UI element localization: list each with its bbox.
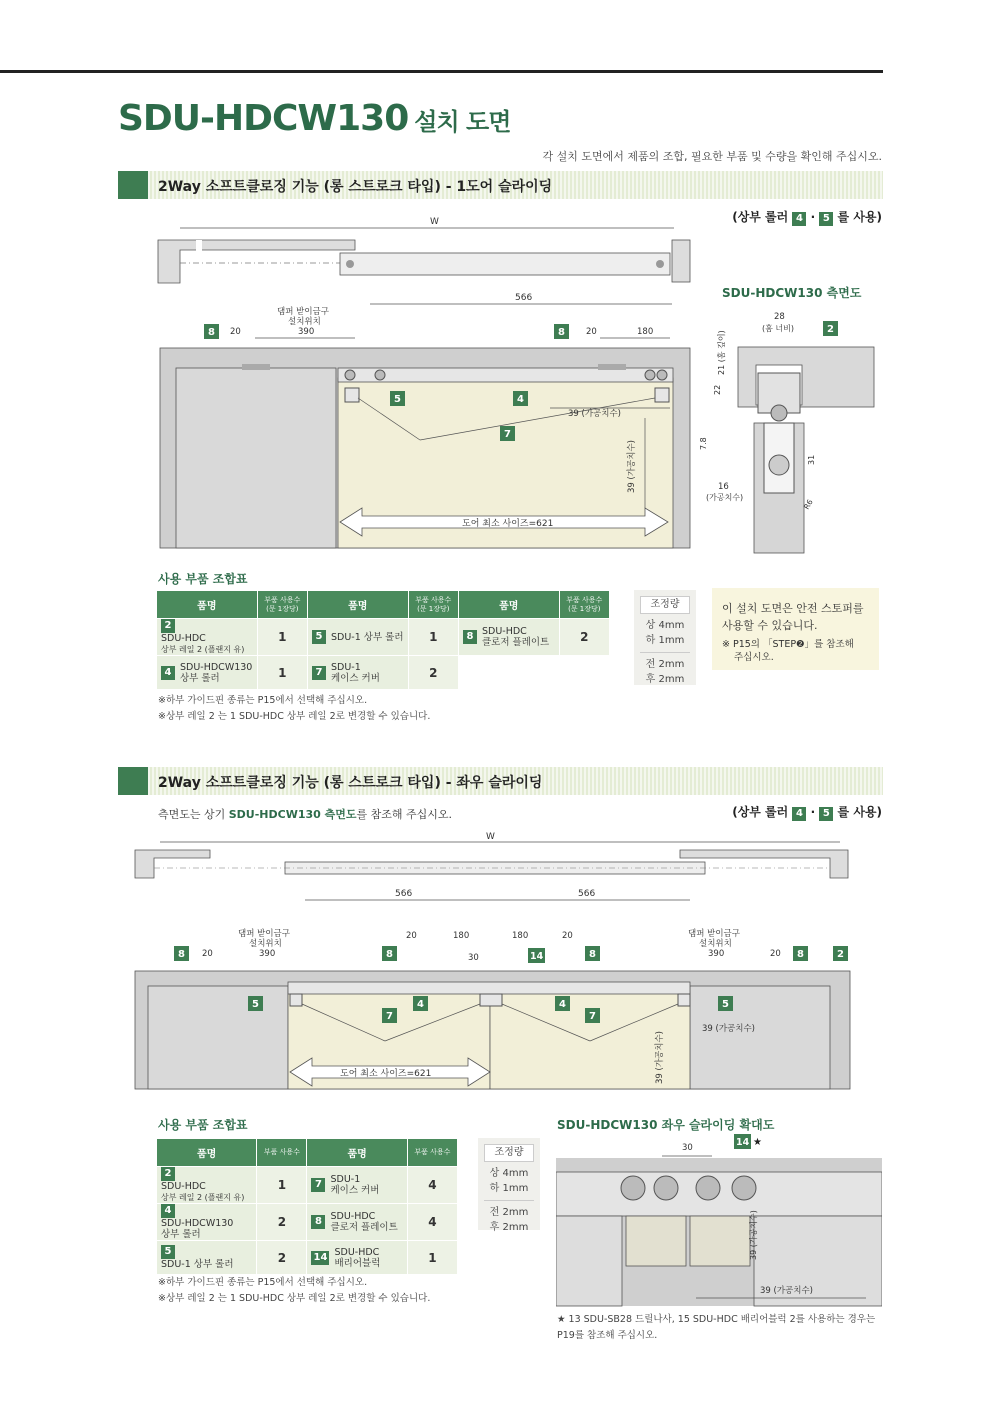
svg-text:8: 8	[589, 949, 596, 960]
section-marker-icon	[118, 171, 148, 199]
callout-14	[528, 948, 545, 963]
callout-8a	[174, 946, 189, 961]
svg-text:4: 4	[417, 999, 424, 1010]
callout-4b	[555, 996, 570, 1011]
svg-text:39 (가공치수): 39 (가공치수)	[655, 1031, 665, 1084]
callout-5a	[248, 996, 263, 1011]
svg-text:8: 8	[386, 949, 393, 960]
table-row: 2SDU-HDC 상부 레일 2 (플랜지 유) 1 5 SDU-1 상부 롤러 1 8 SDU-HDC 클로저 플레이트 2	[157, 619, 610, 656]
section1-adjust-box: 조정량 상 4mm 하 1mm 전 2mm 후 2mm	[634, 590, 696, 685]
table-row: 5SDU-1 상부 롤러 2 14 SDU-HDC 배리어블럭 1	[157, 1241, 458, 1275]
section1-notes: ※하부 가이드핀 종류는 P15에서 선택해 주십시오. ※상부 레일 2 는 1 SDU-HDC 상부 레일 2로 변경할 수 있습니다.	[158, 695, 431, 722]
svg-text:도어 최소 사이즈=621: 도어 최소 사이즈=621	[462, 519, 554, 529]
svg-text:390: 390	[259, 949, 276, 959]
top-rule	[0, 70, 883, 73]
svg-text:댐퍼 받이금구: 댐퍼 받이금구	[277, 307, 329, 317]
svg-text:39 (가공치수): 39 (가공치수)	[760, 1286, 813, 1296]
svg-text:21 (홈 깊이): 21 (홈 깊이)	[717, 330, 726, 375]
svg-text:7: 7	[386, 1011, 393, 1022]
svg-text:30: 30	[468, 953, 479, 963]
callout-4a	[413, 996, 428, 1011]
side-view-drawing	[696, 305, 881, 555]
section1-parts-table: 품명 부품 사용수 (문 1장당) 품명 부품 사용수 (문 1장당) 품명 부품 사용수 (문 1장당) 2SDU-HDC 상부 레일 2 (플랜지 유) 1 5 SDU-1 상부 롤러 1 8 SDU-HDC 클로저 플레이트 2 4 SDU-HDCW130 상부 롤러 1 7 SDU-1 케이스 커버 2	[156, 590, 610, 690]
svg-text:180: 180	[512, 931, 529, 941]
svg-text:(가공치수): (가공치수)	[706, 493, 744, 502]
section2-roller-note: (상부 롤러 4 · 5 를 사용)	[732, 805, 882, 819]
section2-adjust-box: 조정량 상 4mm 하 1mm 전 2mm 후 2mm	[478, 1138, 540, 1230]
svg-text:R6: R6	[801, 497, 815, 511]
svg-text:31: 31	[807, 454, 816, 465]
svg-text:20: 20	[586, 327, 597, 337]
svg-text:390: 390	[708, 949, 725, 959]
svg-text:설치위치: 설치위치	[249, 939, 282, 949]
section2-parts-heading: 사용 부품 조합표	[158, 1118, 248, 1132]
svg-text:28: 28	[774, 312, 785, 322]
enlarge-title: SDU-HDCW130 좌우 슬라이딩 확대도	[557, 1118, 775, 1132]
section2-notes: ※하부 가이드핀 종류는 P15에서 선택해 주십시오. ※상부 레일 2 는 1 SDU-HDC 상부 레일 2로 변경할 수 있습니다.	[158, 1277, 431, 1304]
svg-text:22: 22	[713, 384, 722, 395]
svg-text:8: 8	[178, 949, 185, 960]
section1-parts-heading: 사용 부품 조합표	[158, 572, 248, 586]
svg-text:7: 7	[504, 429, 511, 440]
svg-text:39 (가공치수): 39 (가공치수)	[568, 409, 621, 419]
section2-title: 2Way 소프트클로징 기능 (롱 스트로크 타입) - 좌우 슬라이딩	[158, 775, 543, 791]
svg-text:180: 180	[637, 327, 654, 337]
svg-text:7.8: 7.8	[699, 437, 708, 450]
callout-8b	[382, 946, 397, 961]
svg-text:20: 20	[406, 931, 417, 941]
svg-text:도어 최소 사이즈=621: 도어 최소 사이즈=621	[340, 1069, 432, 1079]
section2-parts-table: 품명 부품 사용수 품명 부품 사용수 2SDU-HDC 상부 레일 2 (플랜지 유) 1 7 SDU-1 케이스 커버 4 4SDU-HDCW130 상부 롤러 2 8 SDU-HDC 클로저 플레이트 4 5SDU-1 상부 롤러 2 14 SDU-HDC 배리어블럭 1	[156, 1138, 458, 1275]
callout-4	[513, 391, 528, 406]
page-title: SDU-HDCW130 설치 도면	[118, 98, 511, 139]
svg-text:16: 16	[718, 482, 729, 492]
svg-text:14: 14	[736, 1137, 750, 1148]
svg-text:댐퍼 받이금구: 댐퍼 받이금구	[238, 929, 290, 939]
svg-text:4: 4	[517, 394, 524, 405]
enlarge-footnote: ★ 13 SDU-SB28 드릴나사, 15 SDU-HDC 배리어블럭 2를 사용하는 경우는 P19를 참조해 주십시오.	[557, 1314, 876, 1341]
enlarged-drawing	[556, 1132, 882, 1307]
svg-text:20: 20	[230, 327, 241, 337]
callout-7	[500, 426, 515, 441]
svg-text:39 (가공치수): 39 (가공치수)	[627, 440, 637, 493]
svg-text:댐퍼 받이금구: 댐퍼 받이금구	[688, 929, 740, 939]
svg-text:W: W	[486, 832, 495, 842]
svg-text:8: 8	[208, 327, 215, 338]
svg-text:7: 7	[589, 1011, 596, 1022]
svg-text:39 (가공치수): 39 (가공치수)	[702, 1024, 755, 1034]
svg-text:390: 390	[298, 327, 315, 337]
svg-text:39 (가공치수): 39 (가공치수)	[749, 1210, 758, 1260]
table-row: 4SDU-HDCW130 상부 롤러 2 8 SDU-HDC 클로저 플레이트 4	[157, 1204, 458, 1241]
callout-5b	[718, 996, 733, 1011]
side-view-title: SDU-HDCW130 측면도	[722, 286, 862, 300]
callout-5	[390, 391, 405, 406]
section2-header	[118, 767, 883, 795]
svg-text:설치위치: 설치위치	[699, 939, 732, 949]
svg-text:14: 14	[530, 951, 544, 962]
section2-front-drawing	[130, 826, 855, 1091]
table-row: 2SDU-HDC 상부 레일 2 (플랜지 유) 1 7 SDU-1 케이스 커버 4	[157, 1167, 458, 1204]
callout-2	[823, 321, 838, 336]
svg-text:20: 20	[562, 931, 573, 941]
svg-text:180: 180	[453, 931, 470, 941]
section2-side-ref: 측면도는 상기 SDU-HDCW130 측면도를 참조해 주십시오.	[158, 808, 453, 821]
svg-text:566: 566	[395, 889, 413, 899]
intro-text: 각 설치 도면에서 제품의 조합, 필요한 부품 및 수량을 확인해 주십시오.	[542, 150, 882, 163]
dim-w: W	[430, 217, 439, 227]
svg-text:8: 8	[558, 327, 565, 338]
svg-text:5: 5	[722, 999, 729, 1010]
svg-text:설치위치: 설치위치	[288, 317, 321, 327]
callout-8a	[204, 324, 219, 339]
callout-14	[734, 1134, 751, 1149]
callout-7b	[585, 1008, 600, 1023]
svg-text:8: 8	[797, 949, 804, 960]
svg-text:4: 4	[559, 999, 566, 1010]
svg-text:5: 5	[252, 999, 259, 1010]
svg-text:5: 5	[394, 394, 401, 405]
callout-8b	[554, 324, 569, 339]
svg-text:20: 20	[202, 949, 213, 959]
svg-text:★: ★	[753, 1137, 762, 1148]
svg-text:(홈 너비): (홈 너비)	[762, 324, 794, 333]
svg-text:566: 566	[515, 293, 533, 303]
table-row: 4 SDU-HDCW130 상부 롤러 1 7 SDU-1 케이스 커버 2	[157, 656, 610, 690]
callout-7a	[382, 1008, 397, 1023]
callout-8d	[793, 946, 808, 961]
section1-front-drawing	[150, 208, 700, 553]
svg-text:30: 30	[682, 1143, 693, 1153]
svg-text:566: 566	[578, 889, 596, 899]
svg-text:2: 2	[827, 324, 834, 335]
section1-header	[118, 171, 883, 199]
callout-8c	[585, 946, 600, 961]
section1-title: 2Way 소프트클로징 기능 (롱 스트로크 타입) - 1도어 슬라이딩	[158, 179, 553, 195]
svg-text:20: 20	[770, 949, 781, 959]
section1-roller-note: (상부 롤러 4 · 5 를 사용)	[732, 210, 882, 224]
callout-2	[833, 946, 848, 961]
section1-caution-box: 이 설치 도면은 안전 스토퍼를 사용할 수 있습니다. ※ P15의 「STEP❷」를 참조해 주십시오.	[712, 588, 879, 670]
svg-text:2: 2	[837, 949, 844, 960]
section-marker-icon	[118, 767, 148, 795]
